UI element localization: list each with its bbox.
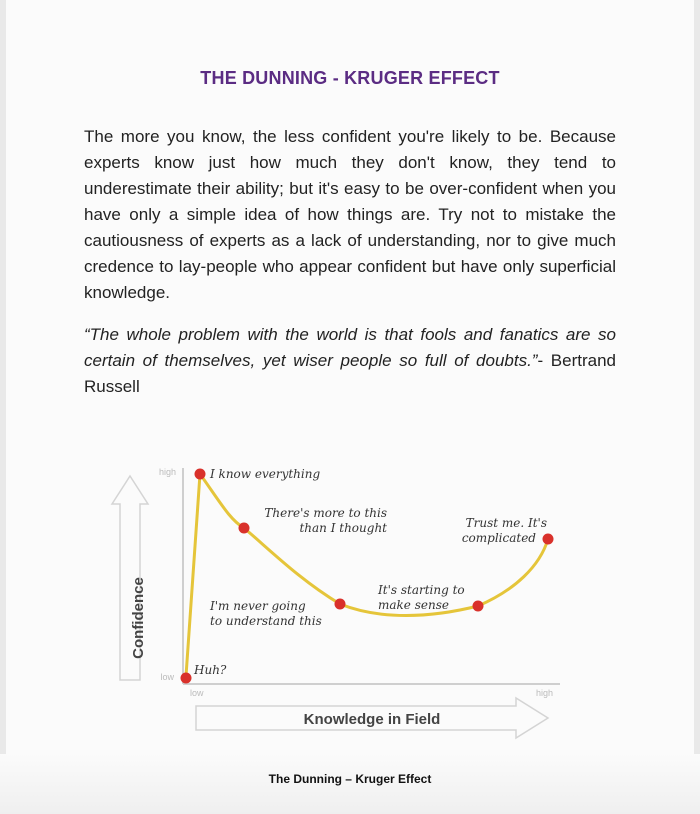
label-more-to-this-1: There's more to this [264, 506, 387, 520]
point-never-understand [335, 599, 346, 610]
point-starting-sense [473, 601, 484, 612]
label-starting-sense-2: make sense [378, 598, 449, 612]
point-more-to-this [239, 523, 250, 534]
x-high-tick: high [536, 688, 554, 698]
point-know-everything [195, 469, 206, 480]
dunning-kruger-diagram [0, 440, 700, 760]
figure-caption: The Dunning – Kruger Effect [268, 772, 432, 786]
x-low-tick: low [190, 688, 204, 698]
confidence-curve [186, 474, 548, 676]
label-never-understand-2: to understand this [210, 614, 322, 628]
y-axis-label: Confidence [130, 577, 147, 659]
x-axis-label: Knowledge in Field [303, 711, 441, 728]
label-starting-sense-1: It's starting to [378, 583, 465, 597]
point-huh [181, 673, 192, 684]
label-huh: Huh? [194, 663, 227, 677]
page-title: THE DUNNING - KRUGER EFFECT [200, 68, 500, 88]
label-trust-me-1: Trust me. It's [465, 516, 547, 530]
y-low-tick: low [160, 672, 174, 682]
label-never-understand-1: I'm never going [210, 599, 306, 613]
quote-block [84, 322, 616, 400]
body-paragraph: The more you know, the less confident you're likely to be. Because experts know just how much they don't know, they tend to underestimate their ability; but it's easy to be over-confident when you have only a simple idea of how things are. Try not to mistake the cautiousness of experts as a lack of understanding, nor to give much credence to lay-people who appear confident but have only superficial knowledge. [84, 127, 616, 302]
label-know-everything: I know everything [210, 467, 321, 481]
quote-text: “The whole problem with the world is that fools and fanatics are so certain of themselves, yet wiser people so full of doubts.” [84, 325, 616, 370]
quote-author: - Bertrand Russell [84, 351, 616, 396]
y-high-tick: high [158, 467, 176, 477]
label-trust-me-2: complicated [461, 531, 536, 545]
point-trust-me [543, 534, 554, 545]
label-more-to-this-2: than I thought [299, 521, 387, 535]
